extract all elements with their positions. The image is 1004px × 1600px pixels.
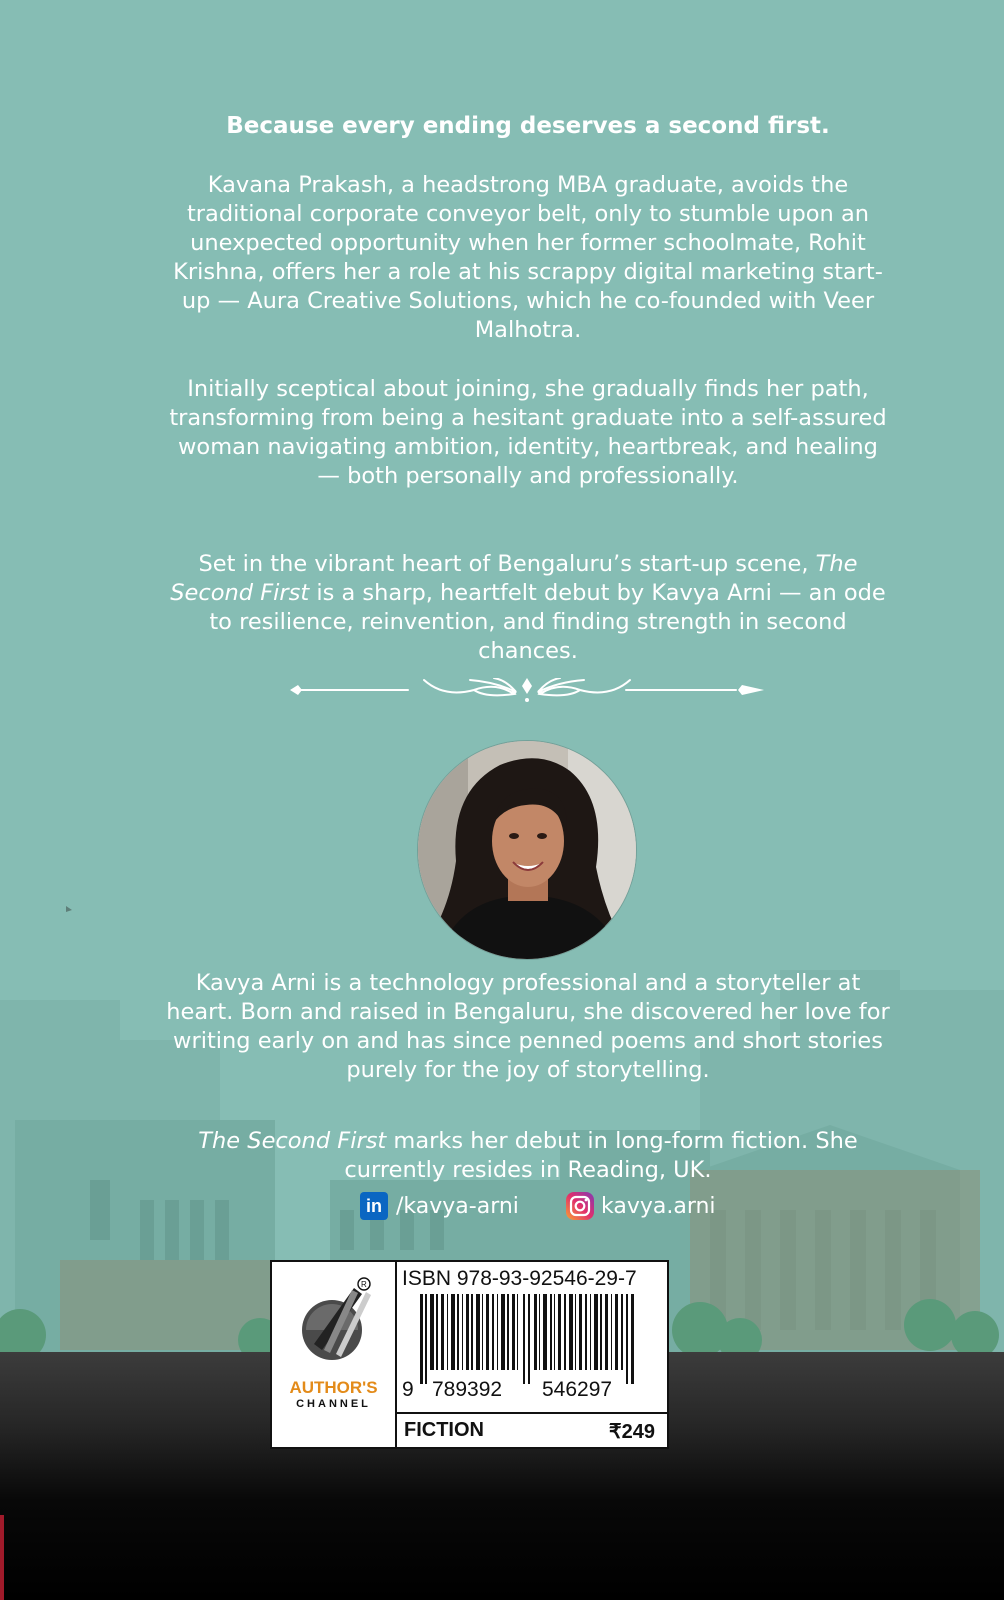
price-label: ₹249	[608, 1421, 655, 1443]
publisher-logo-icon	[292, 1274, 376, 1374]
book-title-italic: The Second First	[198, 1128, 387, 1154]
barcode-digit-lead: 9	[402, 1378, 414, 1401]
blurb-paragraph: Kavana Prakash, a headstrong MBA graduate, avoids the traditional corporate conveyor belt, only to stumble upon an unexpected opportunity when her former schoolmate, Rohit Krishna, offers her a role at his scrappy digital marketing start-up — Aura Creative Solutions, which he co-founded with Veer Malhotra.	[173, 172, 883, 343]
linkedin-handle: /kavya-arni	[396, 1193, 519, 1219]
linkedin-link[interactable]	[360, 1189, 519, 1223]
social-links	[360, 1189, 740, 1223]
isbn-number: ISBN 978-93-92546-29-7	[402, 1267, 637, 1290]
blurb-paragraph	[165, 550, 891, 666]
blurb-text: is a sharp, heartfelt debut by Kavya Arni — an ode to resilience, reinvention, and finding strength in second chances.	[209, 580, 886, 664]
svg-text:R: R	[361, 1280, 367, 1289]
barcode-digits-left: 789392	[432, 1378, 503, 1401]
blurb-paragraph: Initially sceptical about joining, she gradually finds her path, transforming from being a hesitant graduate into a self-assured woman navigating ambition, identity, heartbreak, and healing — both personally and professionally.	[169, 376, 887, 489]
publisher-name: AUTHOR'S	[289, 1378, 378, 1397]
blurb-text: Set in the vibrant heart of Bengaluru’s start-up scene,	[198, 551, 809, 577]
book-title-italic: The Second First	[170, 551, 858, 606]
barcode-box	[270, 1260, 669, 1449]
barcode	[402, 1294, 660, 1404]
ornamental-divider	[290, 678, 764, 730]
publisher-logo-panel	[272, 1262, 397, 1447]
author-bio	[165, 1127, 891, 1185]
author-bio-text: marks her debut in long-form fiction. She currently resides in Reading, UK.	[344, 1128, 858, 1183]
genre-label: FICTION	[404, 1419, 484, 1441]
instagram-link[interactable]	[565, 1189, 716, 1223]
tagline: Because every ending deserves a second first.	[226, 113, 830, 139]
author-bio: Kavya Arni is a technology professional and a storyteller at heart. Born and raised in Bengaluru, she discovered her love for writing early on and has since penned poems and short stories purely for the joy of storytelling.	[166, 970, 890, 1083]
author-photo	[418, 741, 636, 959]
genre-price-row	[395, 1412, 667, 1449]
publisher-subtitle: CHANNEL	[296, 1398, 371, 1410]
spine-edge	[0, 1515, 4, 1600]
linkedin-icon: in	[360, 1192, 388, 1220]
barcode-digits-right: 546297	[542, 1378, 613, 1401]
instagram-handle: kavya.arni	[601, 1193, 716, 1219]
instagram-icon	[565, 1191, 595, 1221]
